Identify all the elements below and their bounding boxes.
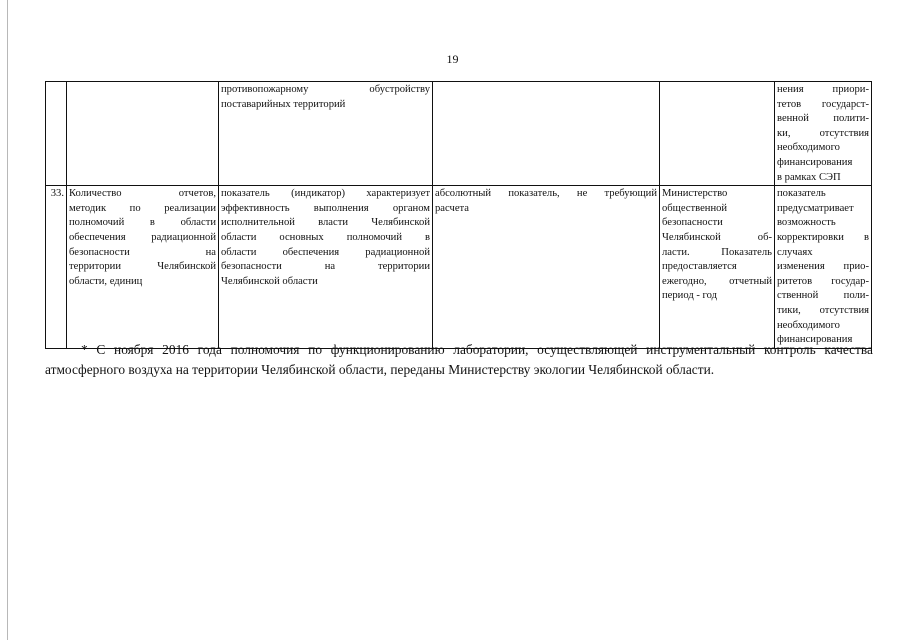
cell-text-line: области обеспечения радиационной <box>221 246 430 258</box>
cell-note <box>775 82 872 186</box>
cell-text-line: финансирования <box>777 156 853 168</box>
cell-text-line: общественной <box>662 202 728 214</box>
table-row-continued <box>46 82 872 186</box>
cell-text-line: изменения прио- <box>777 261 869 273</box>
cell-text-line: ласти. Показатель <box>662 246 772 258</box>
cell-text-line: области основных полномочий в <box>221 231 430 243</box>
cell-indicator-name <box>67 186 219 349</box>
cell-text-line: финансирования <box>777 334 853 346</box>
cell-text-line: ритетов государ- <box>777 275 869 287</box>
cell-text-line: ежегодно, отчетный <box>662 275 772 287</box>
cell-text-line: Челябинской об- <box>662 231 772 243</box>
cell-text-line: ственной поли- <box>777 290 869 302</box>
cell-text-line: эффективность выполнения органом <box>221 202 430 214</box>
cell-text-line: поставарийных территорий <box>221 98 346 110</box>
cell-calculation-method <box>433 82 660 186</box>
cell-text-line: абсолютный показатель, не требующий <box>435 188 657 200</box>
cell-indicator-definition <box>219 186 433 349</box>
cell-note <box>775 186 872 349</box>
cell-text-line: области, единиц <box>69 275 143 287</box>
cell-text-line: исполнительной власти Челябинской <box>221 217 430 229</box>
cell-text-line: показатель (индикатор) характеризует <box>221 188 430 200</box>
footnote: * С ноября 2016 года полномочия по функционированию лаборатории, осуществляющей инструментальный контроль качества атмосферного воздуха на территории Челябинской области, переданы Министерству экологии Челябинской области. <box>45 342 873 377</box>
cell-text-line: в рамках СЭП <box>777 171 841 183</box>
cell-text-line: безопасности <box>662 217 723 229</box>
page-number: 19 <box>446 52 459 66</box>
scan-edge-line <box>7 0 8 640</box>
cell-text-line: нения приори- <box>777 84 869 95</box>
indicator-table <box>45 81 872 349</box>
cell-text-line: противопожарному обустройству <box>221 84 430 95</box>
cell-text-line: предоставляется <box>662 261 737 273</box>
cell-number <box>46 82 67 186</box>
cell-text-line: методик по реализации <box>69 202 216 214</box>
cell-text-line: предусматривает <box>777 202 854 214</box>
cell-text-line: Министерство <box>662 188 728 200</box>
cell-indicator-name <box>67 82 219 186</box>
cell-responsible-body <box>660 186 775 349</box>
cell-text-line: возможность <box>777 217 836 229</box>
cell-text-line: расчета <box>435 202 469 214</box>
cell-text-line: венной полити- <box>777 113 869 125</box>
cell-text-line: период - год <box>662 290 718 302</box>
table-row-33 <box>46 186 872 349</box>
cell-text-line: тики, отсутствия <box>777 304 869 316</box>
cell-text-line: корректировки в <box>777 231 869 243</box>
cell-indicator-definition <box>219 82 433 186</box>
cell-text-line: тетов государст- <box>777 98 869 110</box>
cell-text-line: Челябинской области <box>221 275 318 287</box>
cell-text-line: показатель <box>777 188 826 200</box>
cell-text-line: безопасности на <box>69 246 216 258</box>
cell-text-line: случаях <box>777 246 813 258</box>
cell-responsible-body <box>660 82 775 186</box>
cell-text-line: территории Челябинской <box>69 261 216 273</box>
cell-text-line: необходимого <box>777 319 840 331</box>
cell-text-line: Количество отчетов, <box>69 188 216 200</box>
cell-text-line: обеспечения радиационной <box>69 231 216 243</box>
cell-text-line: полномочий в области <box>69 217 216 229</box>
cell-calculation-method <box>433 186 660 349</box>
cell-text-line: необходимого <box>777 142 840 154</box>
cell-number: 33. <box>46 186 67 349</box>
cell-text-line: ки, отсутствия <box>777 127 869 139</box>
cell-text-line: безопасности на территории <box>221 261 430 273</box>
